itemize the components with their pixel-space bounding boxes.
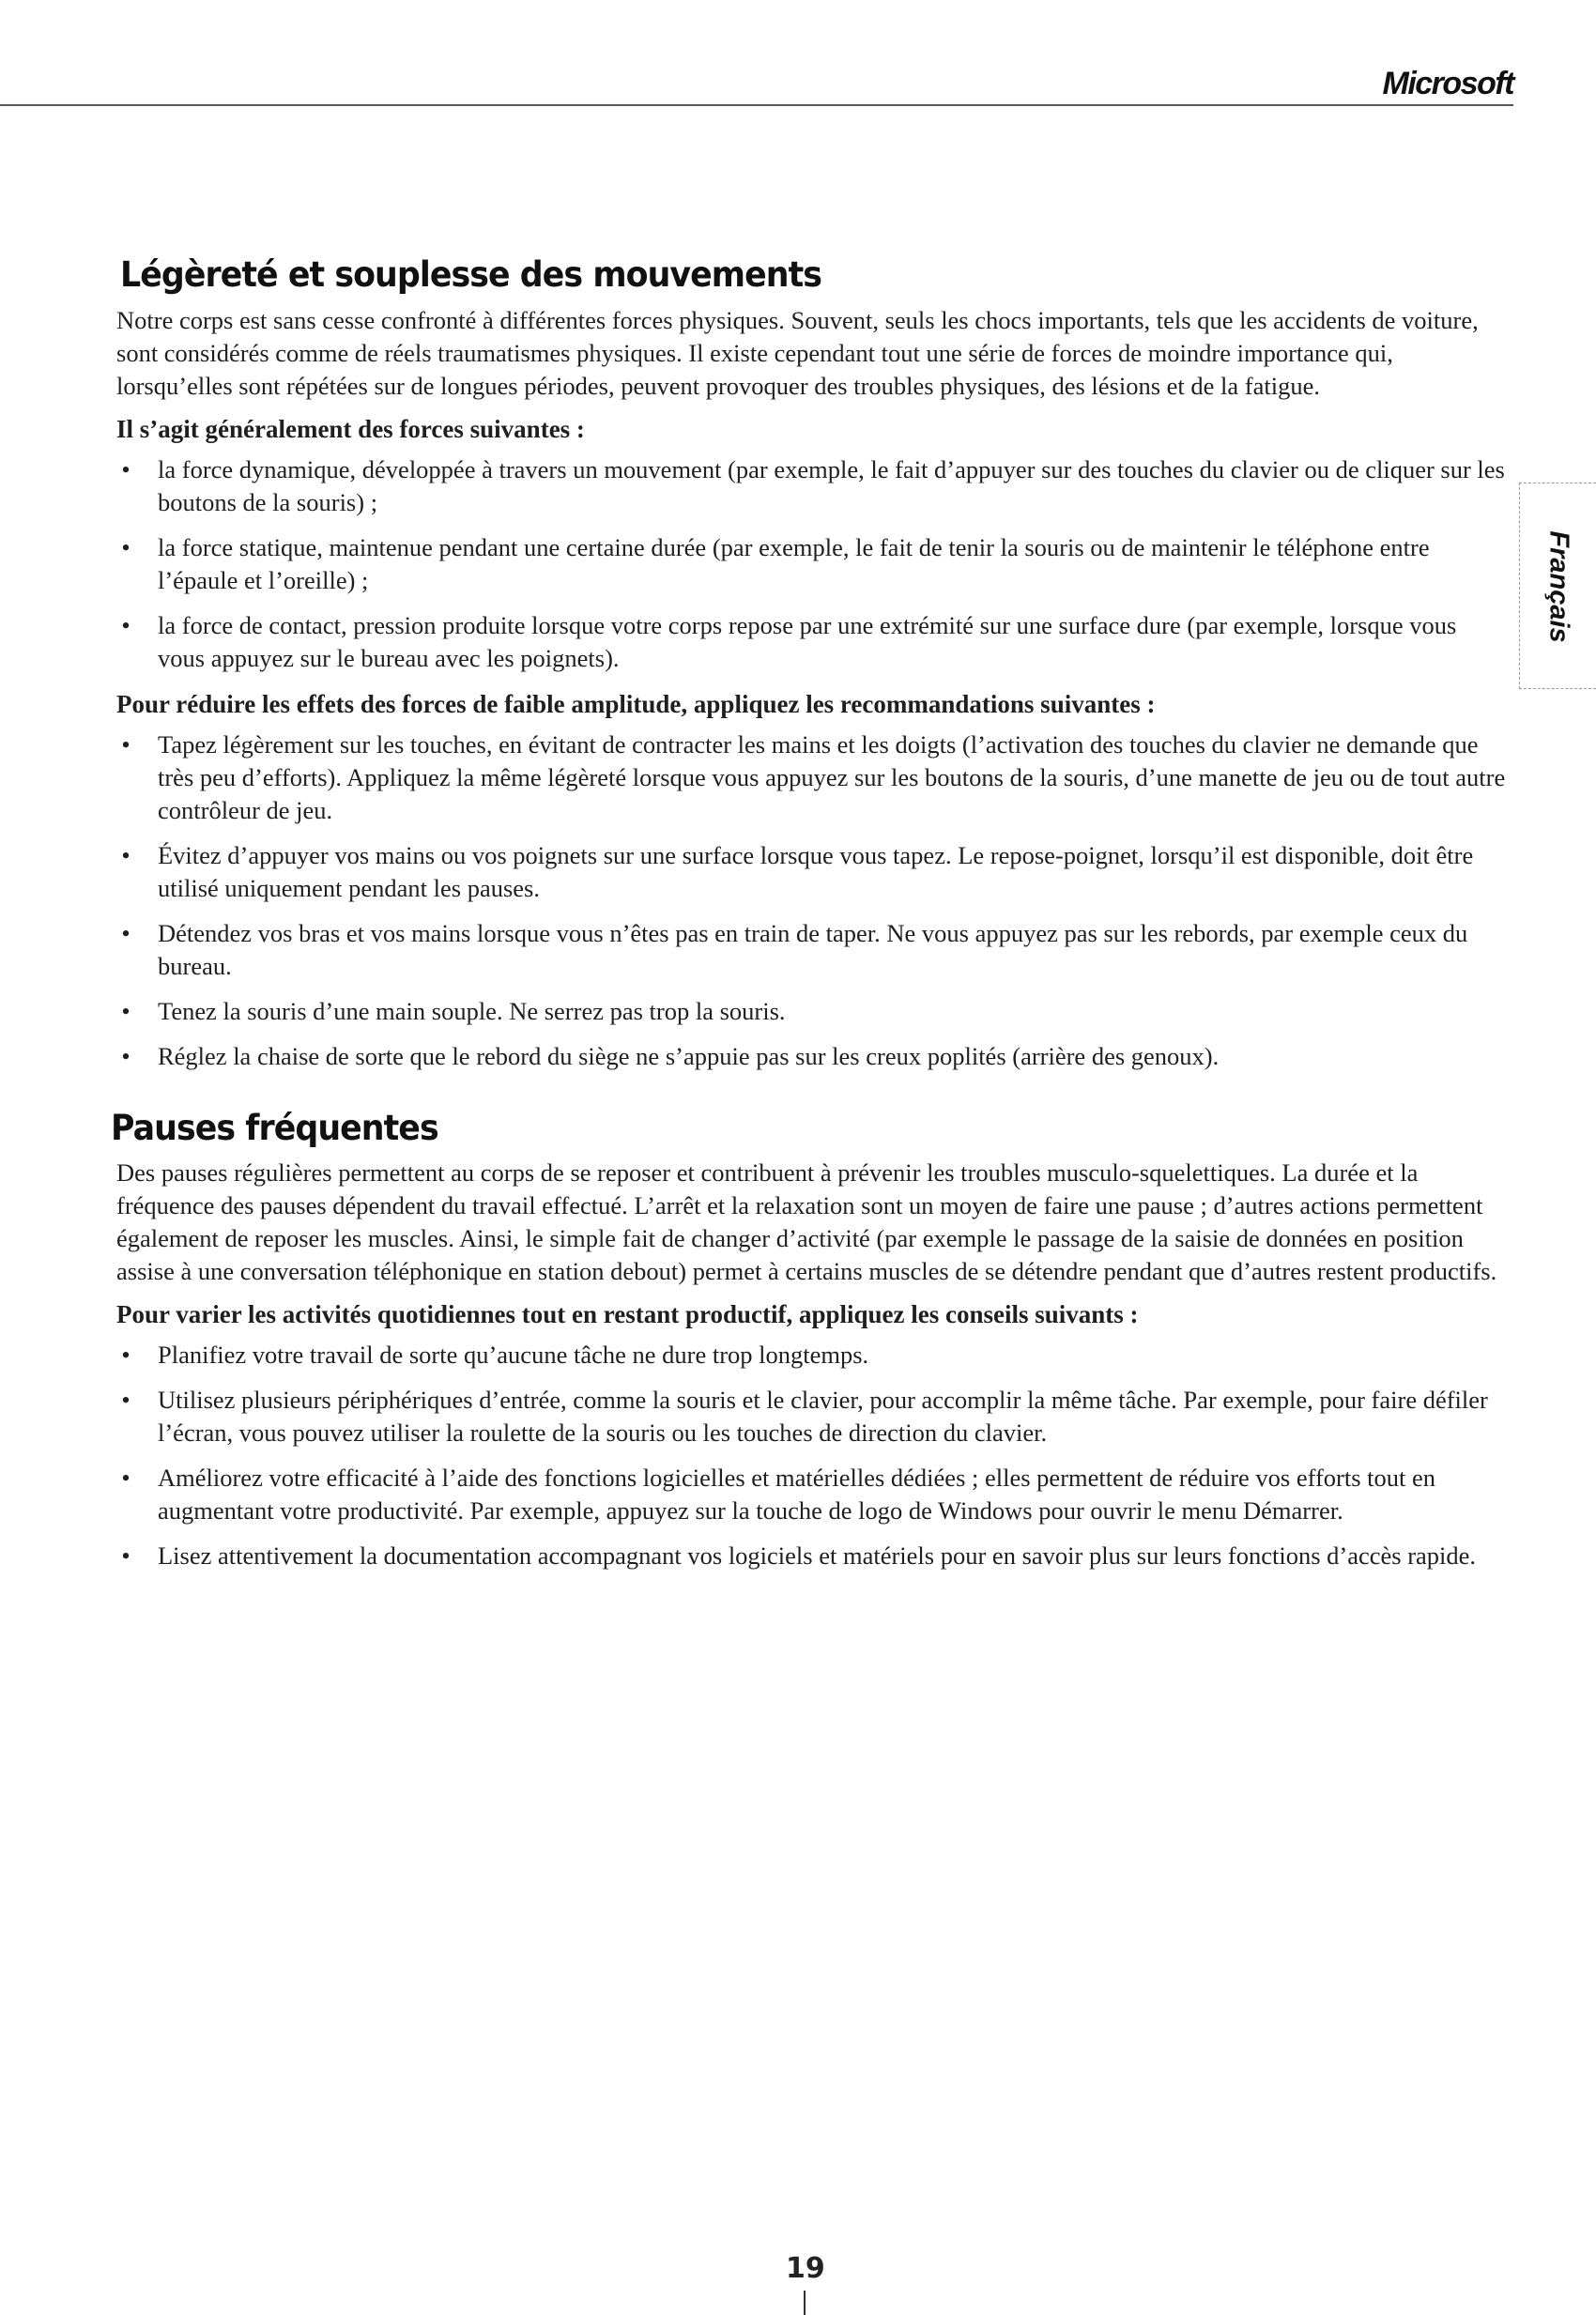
bullet-icon: •: [121, 1386, 130, 1415]
section-heading-lightness: Légèreté et souplesse des mouvements: [120, 254, 822, 295]
list-item-text: Améliorez votre efficacité à l’aide des fonctions logicielles et matérielles dédiées ; elles permettent de réduire vos efforts tout en augmentant votre productivité. Par exemple, appuyez sur la touche de logo de Windows pour ouvrir le menu Démarrer.: [158, 1464, 1436, 1525]
list-item: [116, 1462, 1512, 1527]
bullet-icon: •: [121, 532, 130, 561]
brand-logo: Microsoft: [1382, 66, 1513, 101]
bullet-icon: •: [121, 918, 130, 947]
section-intro-lightness: Notre corps est sans cesse confronté à différentes forces physiques. Souvent, seuls les chocs importants, tels que les accidents de voiture, sont considérés comme de réels traumatismes physiques. Il existe cependant tout une série de forces de moindre importance qui, lorsqu’elles sont répétées sur de longues périodes, peuvent provoquer des troubles physiques, des lésions et de la fatigue.: [116, 305, 1479, 400]
recommendations-lead: Pour réduire les effets des forces de faible amplitude, appliquez les recommandations suivantes :: [116, 689, 1156, 718]
bullet-icon: •: [121, 1041, 130, 1070]
forces-list: [111, 453, 1512, 675]
language-side-tab: [1519, 483, 1596, 689]
forces-lead: Il s’agit généralement des forces suivantes :: [116, 414, 585, 443]
bullet-icon: •: [121, 729, 130, 759]
list-item-text: Planifiez votre travail de sorte qu’aucune tâche ne dure trop longtemps.: [158, 1341, 869, 1370]
list-item: [116, 995, 1512, 1028]
list-item: [116, 1384, 1512, 1449]
list-item-text: Réglez la chaise de sorte que le rebord du siège ne s’appuie pas sur les creux poplités (arrière des genoux).: [158, 1041, 1220, 1070]
activities-lead: Pour varier les activités quotidiennes tout en restant productif, appliquez les conseils suivants :: [116, 1300, 1139, 1329]
bullet-icon: •: [121, 1341, 130, 1370]
list-item-text: Tapez légèrement sur les touches, en évitant de contracter les mains et les doigts (l’activation des touches du clavier ne demande que très peu d’efforts). Appliquez la même légèreté lorsque vous appuyez sur les boutons de la souris, d’une manette de jeu ou de tout autre contrôleur de jeu.: [158, 729, 1506, 824]
list-item-text: la force statique, maintenue pendant une certaine durée (par exemple, le fait de tenir la souris ou de maintenir le téléphone entre l’épaule et l’oreille) ;: [158, 532, 1430, 594]
activities-list: [111, 1339, 1512, 1572]
list-item: [116, 839, 1512, 905]
page-number: 19: [786, 2252, 825, 2285]
list-item-text: la force dynamique, développée à travers un mouvement (par exemple, le fait d’appuyer sur des touches du clavier ou de cliquer sur les boutons de la souris) ;: [158, 454, 1505, 516]
bullet-icon: •: [121, 996, 130, 1025]
bullet-icon: •: [121, 1464, 130, 1493]
section-heading-breaks: Pauses fréquentes: [111, 1107, 438, 1148]
list-item-text: Lisez attentivement la documentation accompagnant vos logiciels et matériels pour en savoir plus sur leurs fonctions d’accès rapide.: [158, 1541, 1477, 1571]
list-item-text: Détendez vos bras et vos mains lorsque vous n’êtes pas en train de taper. Ne vous appuyez pas sur les rebords, par exemple ceux du bureau.: [158, 918, 1468, 980]
page-number-tick: [804, 2291, 806, 2315]
bullet-icon: •: [121, 840, 130, 869]
list-item: [116, 917, 1512, 983]
bullet-icon: •: [121, 454, 130, 483]
bullet-icon: •: [121, 610, 130, 639]
list-item: [116, 609, 1512, 675]
list-item-text: Utilisez plusieurs périphériques d’entrée, comme la souris et le clavier, pour accomplir la même tâche. Par exemple, pour faire défiler l’écran, vous pouvez utiliser la roulette de la souris ou les touches de direction du clavier.: [158, 1386, 1488, 1448]
list-item: [116, 1339, 1512, 1372]
page-content: [111, 255, 1512, 1585]
bullet-icon: •: [121, 1541, 130, 1571]
list-item: [116, 531, 1512, 597]
list-item: [116, 453, 1512, 519]
header-rule: [0, 104, 1513, 106]
list-item: [116, 728, 1512, 827]
language-tab-label: Français: [1543, 530, 1574, 643]
list-item-text: Tenez la souris d’une main souple. Ne serrez pas trop la souris.: [158, 996, 786, 1025]
section-intro-breaks: Des pauses régulières permettent au corps de se reposer et contribuent à prévenir les troubles musculo-squelettiques. La durée et la fréquence des pauses dépendent du travail effectué. L’arrêt et la relaxation sont un moyen de faire une pause ; d’autres actions permettent également de reposer les muscles. Ainsi, le simple fait de changer d’activité (par exemple le passage de la saisie de données en position assise à une conversation téléphonique en station debout) permet à certains muscles de se détendre pendant que d’autres restent productifs.: [116, 1158, 1497, 1286]
list-item: [116, 1540, 1512, 1572]
recommendations-list: [111, 728, 1512, 1073]
list-item-text: la force de contact, pression produite lorsque votre corps repose par une extrémité sur une surface dure (par exemple, lorsque vous vous appuyez sur le bureau avec les poignets).: [158, 610, 1457, 672]
list-item-text: Évitez d’appuyer vos mains ou vos poignets sur une surface lorsque vous tapez. Le repose-poignet, lorsqu’il est disponible, doit être utilisé uniquement pendant les pauses.: [158, 840, 1474, 902]
list-item: [116, 1040, 1512, 1073]
